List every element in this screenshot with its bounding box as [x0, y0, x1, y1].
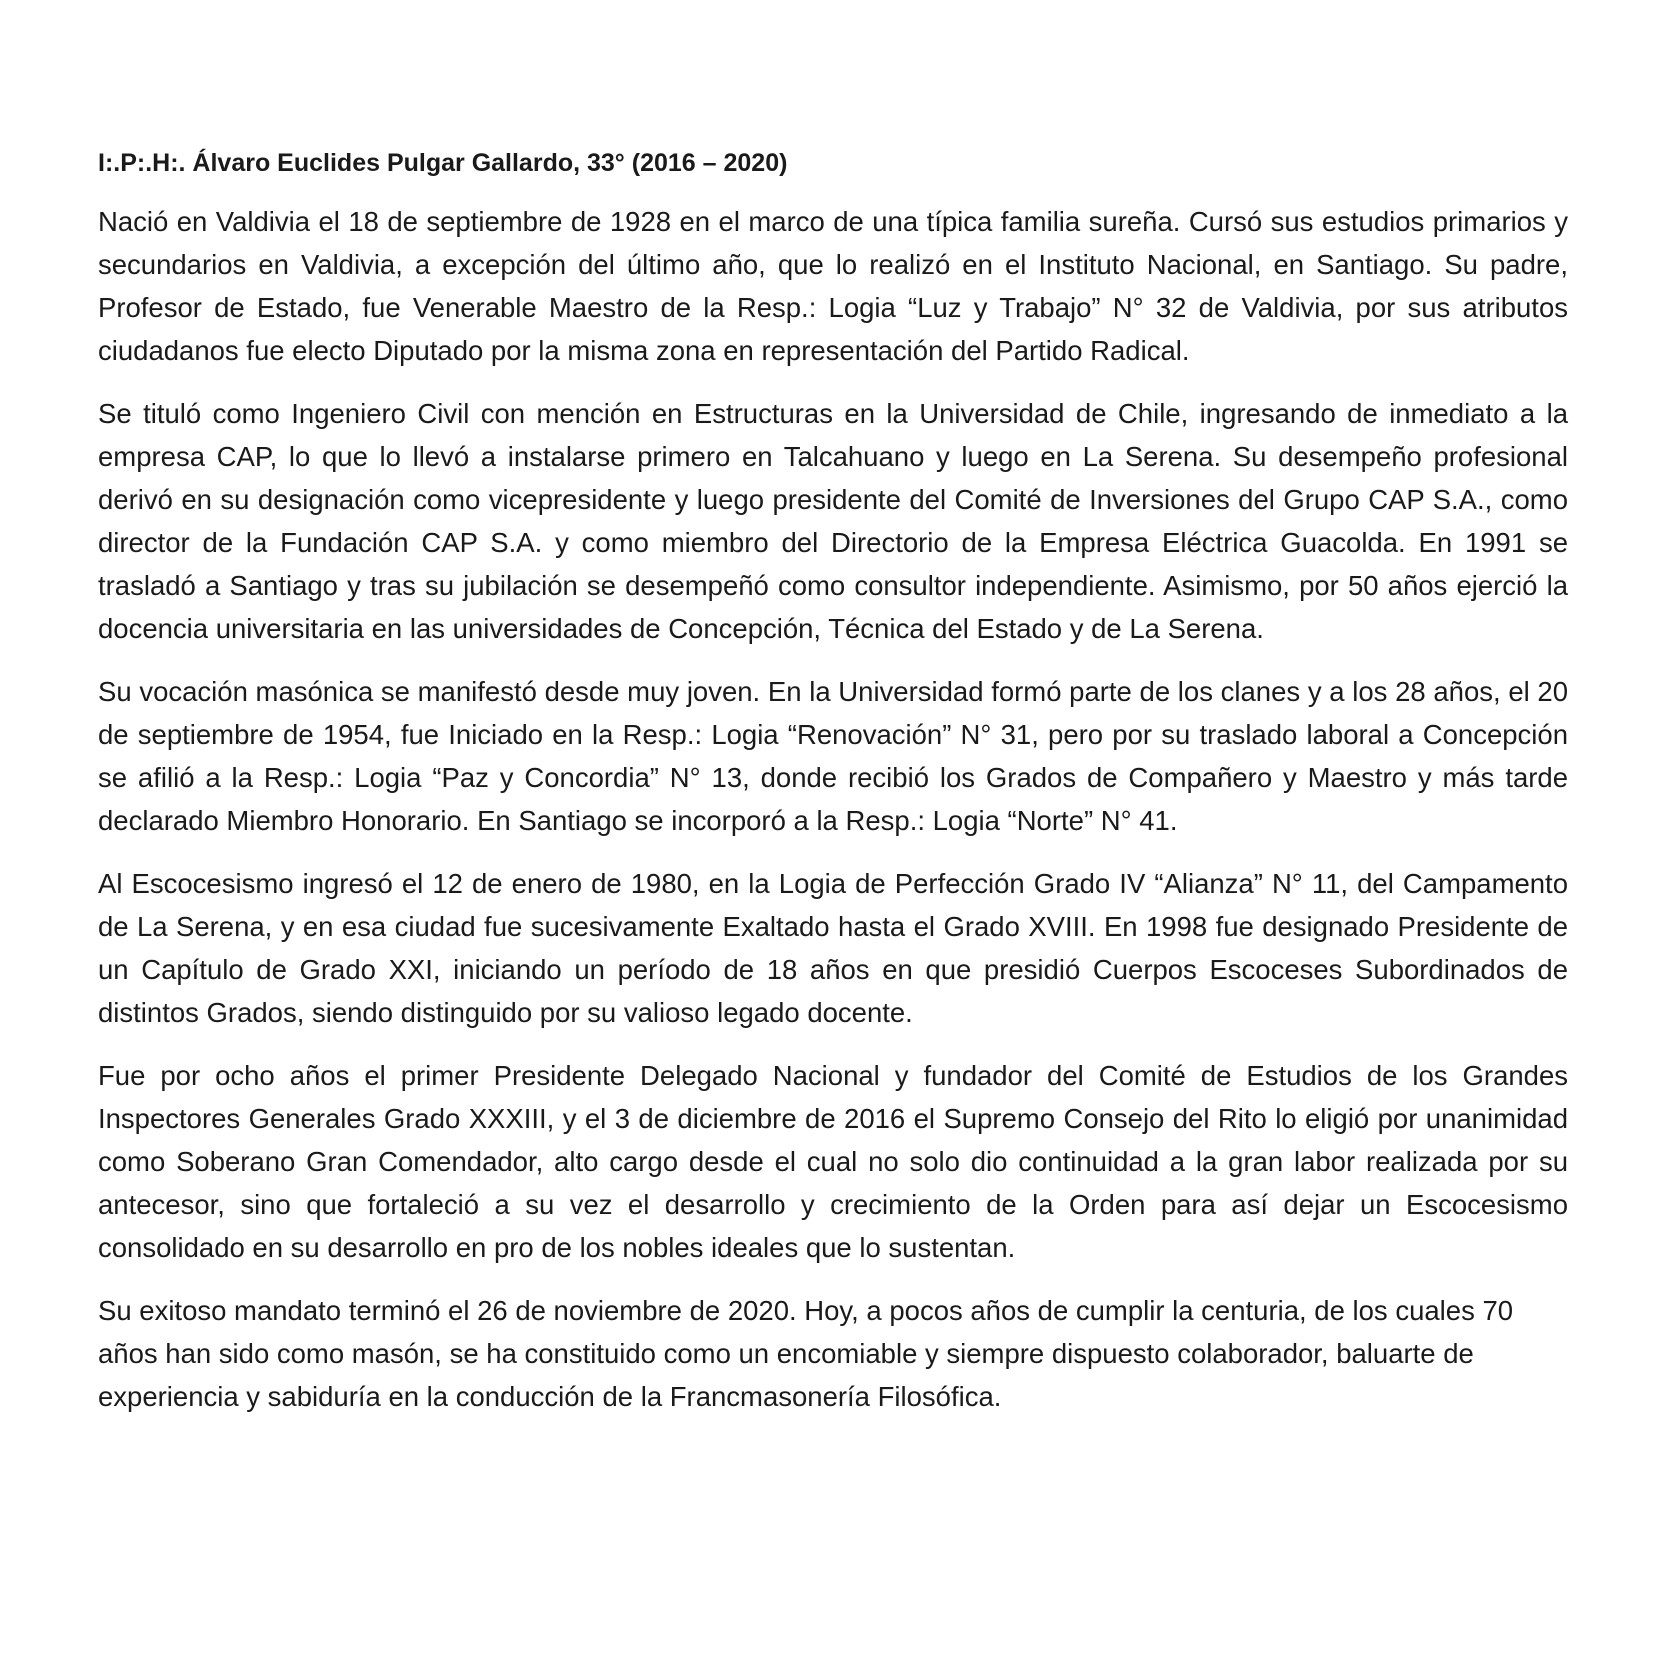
paragraph-masonic-vocation: Su vocación masónica se manifestó desde muy joven. En la Universidad formó parte de los clanes y a los 28 años, el 20 de septiembre de 1954, fue Iniciado en la Resp.: Logia “Renovación” N° 31, pero por su traslado laboral a Concepción se afilió a la Resp.: Logia “Paz y Concordia” N° 13, donde recibió los Grados de Compañero y Maestro y más tarde declarado Miembro Honorario. En Santiago se incorporó a la Resp.: Logia “Norte” N° 41.: [98, 676, 1568, 836]
paragraph-closing: Su exitoso mandato terminó el 26 de noviembre de 2020. Hoy, a pocos años de cumplir la centuria, de los cuales 70 años han sido como masón, se ha constituido como un encomiable y siempre dispuesto colaborador, baluarte de experiencia y sabiduría en la conducción de la Francmasonería Filosófica.: [98, 1295, 1514, 1412]
document-page: [98, 148, 1568, 1438]
paragraph-grand-commander: Fue por ocho años el primer Presidente Delegado Nacional y fundador del Comité de Estudios de los Grandes Inspectores Generales Grado XXXIII, y el 3 de diciembre de 2016 el Supremo Consejo del Rito lo eligió por unanimidad como Soberano Gran Comendador, alto cargo desde el cual no solo dio continuidad a la gran labor realizada por su antecesor, sino que fortaleció a su vez el desarrollo y crecimiento de la Orden para así dejar un Escocesismo consolidado en su desarrollo en pro de los nobles ideales que lo sustentan.: [98, 1060, 1568, 1263]
paragraph-birth-education: Nació en Valdivia el 18 de septiembre de 1928 en el marco de una típica familia sureña. Cursó sus estudios primarios y secundarios en Valdivia, a excepción del último año, que lo realizó en el Instituto Nacional, en Santiago. Su padre, Profesor de Estado, fue Venerable Maestro de la Resp.: Logia “Luz y Trabajo” N° 32 de Valdivia, por sus atributos ciudadanos fue electo Diputado por la misma zona en representación del Partido Radical.: [98, 206, 1568, 366]
document-title: I:.P:.H:. Álvaro Euclides Pulgar Gallardo, 33° (2016 – 2020): [98, 149, 788, 177]
paragraph-professional-career: Se tituló como Ingeniero Civil con mención en Estructuras en la Universidad de Chile, ingresando de inmediato a la empresa CAP, lo que lo llevó a instalarse primero en Talcahuano y luego en La Serena. Su desempeño profesional derivó en su designación como vicepresidente y luego presidente del Comité de Inversiones del Grupo CAP S.A., como director de la Fundación CAP S.A. y como miembro del Directorio de la Empresa Eléctrica Guacolda. En 1991 se trasladó a Santiago y tras su jubilación se desempeñó como consultor independiente. Asimismo, por 50 años ejerció la docencia universitaria en las universidades de Concepción, Técnica del Estado y de La Serena.: [98, 398, 1568, 644]
paragraph-scottish-rite: Al Escocesismo ingresó el 12 de enero de 1980, en la Logia de Perfección Grado IV “Alianza” N° 11, del Campamento de La Serena, y en esa ciudad fue sucesivamente Exaltado hasta el Grado XVIII. En 1998 fue designado Presidente de un Capítulo de Grado XXI, iniciando un período de 18 años en que presidió Cuerpos Escoceses Subordinados de distintos Grados, siendo distinguido por su valioso legado docente.: [98, 868, 1568, 1028]
